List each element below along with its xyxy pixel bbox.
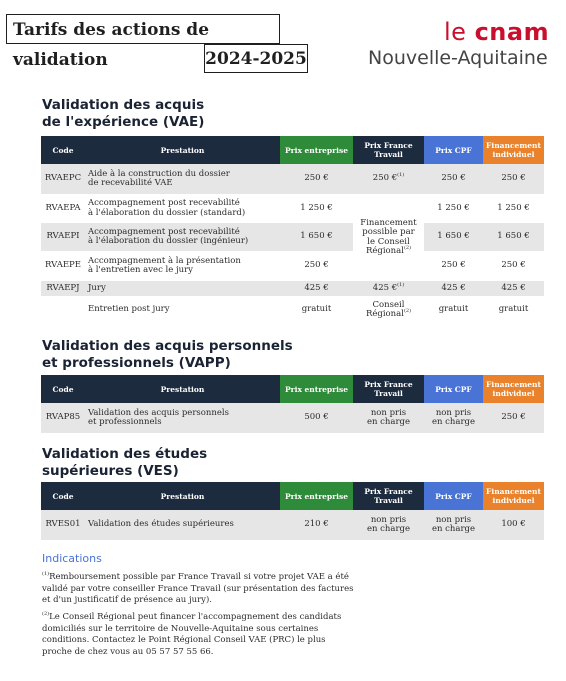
note-line: et d'un justificatif de présence au jury).: [42, 595, 212, 605]
footnote-ref: (2): [403, 245, 412, 252]
col-cpf: Prix CPF: [424, 375, 483, 403]
col-entreprise: Prix entreprise: [280, 375, 353, 403]
cell-entreprise: 425 €: [280, 280, 353, 296]
ft-value: 425 €: [372, 282, 398, 293]
cell-prestation: [85, 403, 280, 433]
cell-prestation: [85, 251, 280, 280]
cell-ft: [353, 296, 424, 324]
section-title-ves: [42, 446, 207, 480]
cell-indiv: 250 €: [483, 251, 544, 280]
table-header: [41, 136, 544, 164]
table-row: [41, 222, 544, 251]
ft-line: en charge: [366, 524, 411, 534]
col-individuel: Financement individuel: [483, 375, 544, 403]
cell-cpf: [424, 510, 483, 540]
cell-entreprise: gratuit: [301, 304, 332, 315]
cell-code: [41, 296, 85, 324]
cell-entreprise: 500 €: [304, 412, 329, 423]
cell-entreprise: 1 250 €: [280, 194, 353, 222]
cell-code: RVES01: [45, 519, 81, 530]
col-entreprise: Prix entreprise: [280, 136, 353, 164]
ft-merged-line: possible par: [362, 227, 415, 237]
note-line: Le Conseil Régional peut financer l'accompagnement des candidats: [49, 612, 342, 622]
cell-cpf: 425 €: [424, 280, 483, 296]
cell-ft-merged: [353, 194, 424, 280]
ft-line: non pris: [370, 514, 407, 525]
table-header: [41, 482, 544, 510]
cell-ft: [353, 510, 424, 540]
ft-merged-line: le Conseil: [367, 236, 410, 247]
prestation-line: Accompagnement à la présentation: [88, 255, 241, 266]
note-line: conditions. Contactez le Point Régional Conseil VAE (PRC) le plus: [42, 635, 326, 645]
cell-prestation: [85, 194, 280, 222]
cell-cpf: 1 250 €: [424, 194, 483, 222]
cell-code: RVAEPJ: [41, 280, 85, 296]
ft-line: non pris: [370, 407, 407, 418]
note-line: validé par votre conseiller France Travail (sur présentation des factures: [42, 583, 354, 594]
logo-cnam: cnam: [474, 18, 550, 46]
footnote-ref: (2): [403, 308, 412, 315]
prestation-line: Accompagnement post recevabilité: [88, 198, 240, 208]
section-title-line: Validation des acquis: [42, 97, 205, 113]
cell-entreprise: 210 €: [304, 519, 329, 530]
ft-line: en charge: [366, 417, 411, 427]
cell-entreprise: 250 €: [280, 251, 353, 280]
cell-code: RVAEPC: [44, 173, 82, 184]
col-code: Code: [41, 375, 85, 403]
col-individuel: Financement individuel: [483, 482, 544, 510]
note-line: proche de chez vous au 05 57 57 55 66.: [42, 646, 214, 657]
footnote-marker: (1): [42, 571, 50, 578]
cell-entreprise: 250 €: [304, 173, 329, 184]
prestation-line: Validation des acquis personnels: [88, 407, 229, 418]
section-title-line: et professionnels (VAPP): [42, 355, 231, 371]
cell-cpf: [424, 403, 483, 433]
prestation-line: et professionnels: [88, 417, 162, 427]
table-row: [41, 296, 544, 324]
col-prestation: Prestation: [85, 136, 280, 164]
cell-indiv: 1 250 €: [483, 194, 544, 222]
logo-le: le: [444, 18, 475, 46]
col-prestation: Prestation: [85, 375, 280, 403]
footnote-ref: (1): [397, 172, 405, 179]
cell-prestation: [85, 164, 280, 194]
table-header: [41, 375, 544, 403]
cell-code: RVAEPI: [41, 222, 85, 251]
col-france-travail: Prix France Travail: [353, 375, 424, 403]
cell-prestation: Jury: [85, 280, 280, 296]
section-title-line: supérieures (VES): [42, 463, 179, 479]
section-title-line: Validation des études: [42, 446, 208, 462]
footnote-1: [42, 572, 542, 607]
cpf-line: en charge: [431, 417, 476, 427]
col-cpf: Prix CPF: [424, 482, 483, 510]
cell-cpf: 1 650 €: [424, 222, 483, 251]
ft-merged-line: Financement: [360, 217, 417, 228]
section-title-vapp: [42, 338, 293, 372]
cell-cpf: gratuit: [438, 304, 469, 315]
cell-indiv: 100 €: [501, 519, 526, 530]
section-title-vae: [42, 97, 204, 131]
cell-indiv: 1 650 €: [483, 222, 544, 251]
footnote-2: [42, 612, 542, 658]
cell-code: RVAEPE: [41, 251, 85, 280]
cpf-line: en charge: [431, 524, 476, 534]
cell-code: RVAEPA: [41, 194, 85, 222]
ft-line: Régional: [365, 309, 404, 319]
page-title: Tarifs des actions de validation: [6, 14, 280, 44]
cell-indiv: gratuit: [498, 304, 529, 315]
ft-merged-line: Régional: [365, 246, 404, 256]
prestation-line: de recevabilité VAE: [88, 178, 173, 188]
col-france-travail: Prix France Travail: [353, 136, 424, 164]
cell-prestation: [85, 222, 280, 251]
prestation-line: à l'élaboration du dossier (ingénieur): [88, 236, 249, 246]
cnam-logo: [444, 18, 549, 46]
prestation-line: à l'entretien avec le jury: [88, 265, 193, 275]
table-vae: [41, 136, 544, 324]
logo-region: Nouvelle-Aquitaine: [368, 47, 548, 69]
col-entreprise: Prix entreprise: [280, 482, 353, 510]
cell-indiv: 250 €: [501, 412, 526, 423]
cpf-line: non pris: [435, 407, 472, 418]
cell-ft: [353, 403, 424, 433]
cell-ft: [353, 164, 424, 194]
prestation-line: à l'élaboration du dossier (standard): [88, 207, 246, 218]
cell-ft: [353, 280, 424, 296]
ft-value: 250 €: [372, 173, 398, 184]
table-vapp: [41, 375, 544, 433]
table-row: [41, 194, 544, 222]
table-row: [41, 510, 544, 540]
table-row: [41, 164, 544, 194]
ft-line: Conseil: [372, 299, 405, 310]
col-france-travail: Prix France Travail: [353, 482, 424, 510]
footnote-marker: (2): [42, 611, 50, 618]
col-prestation: Prestation: [85, 482, 280, 510]
prestation-line: Accompagnement post recevabilité: [88, 226, 240, 237]
section-title-line: de l'expérience (VAE): [42, 114, 205, 130]
cell-prestation: Validation des études supérieures: [88, 519, 234, 530]
col-code: Code: [41, 136, 85, 164]
cell-indiv: 250 €: [501, 173, 526, 184]
prestation-line: Aide à la construction du dossier: [88, 168, 230, 179]
note-line: Remboursement possible par France Travail si votre projet VAE a été: [49, 572, 349, 582]
page-year: 2024-2025: [204, 44, 308, 73]
col-cpf: Prix CPF: [424, 136, 483, 164]
section-title-line: Validation des acquis personnels: [42, 338, 293, 354]
cpf-line: non pris: [435, 514, 472, 525]
table-row: [41, 251, 544, 280]
cell-cpf: 250 €: [441, 173, 466, 184]
cell-cpf: 250 €: [424, 251, 483, 280]
table-ves: [41, 482, 544, 540]
footnote-ref: (1): [397, 281, 405, 288]
col-code: Code: [41, 482, 85, 510]
cell-prestation: Entretien post jury: [88, 304, 170, 315]
cell-indiv: 425 €: [483, 280, 544, 296]
note-line: domiciliés sur le territoire de Nouvelle-Aquitaine sous certaines: [42, 623, 319, 634]
table-row: [41, 403, 544, 433]
cell-entreprise: 1 650 €: [280, 222, 353, 251]
table-row: [41, 280, 544, 296]
indications-title: Indications: [42, 552, 102, 565]
cell-code: RVAP85: [45, 412, 81, 423]
col-individuel: Financement individuel: [483, 136, 544, 164]
